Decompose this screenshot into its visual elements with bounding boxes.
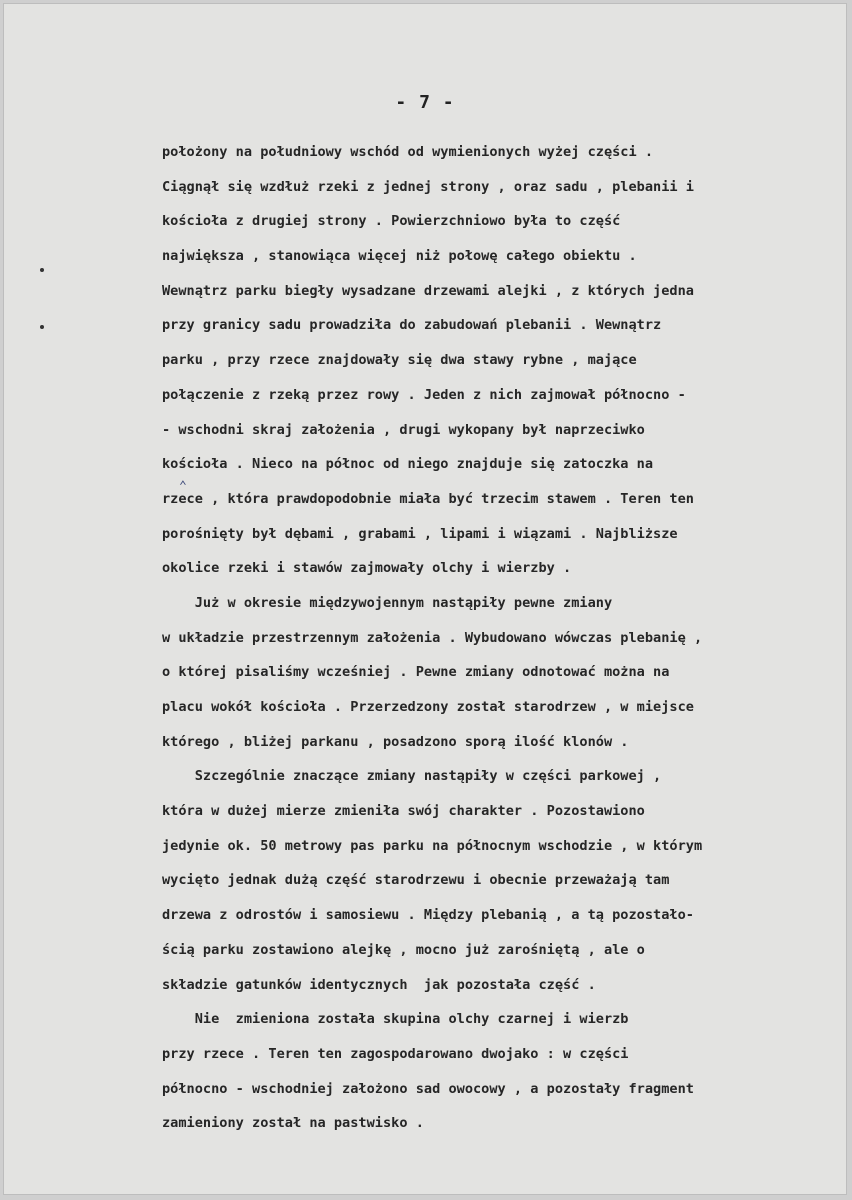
text-line: północno - wschodniej założono sad owocowy , a pozostały fragment	[162, 1080, 694, 1097]
margin-dot-mark	[40, 325, 44, 329]
text-line: ścią parku zostawiono alejkę , mocno już zarośniętą , ale o	[162, 941, 645, 958]
body-text	[162, 142, 850, 1148]
text-line: rzece , która prawdopodobnie miała być trzecim stawem . Teren ten	[162, 490, 694, 507]
pen-correction-mark: ⌃	[179, 479, 187, 494]
text-line: - wschodni skraj założenia , drugi wykopany był naprzeciwko	[162, 421, 645, 438]
text-line: w układzie przestrzennym założenia . Wybudowano wówczas plebanię ,	[162, 629, 703, 646]
text-line: okolice rzeki i stawów zajmowały olchy i wierzby .	[162, 560, 572, 577]
text-line: parku , przy rzece znajdowały się dwa stawy rybne , mające	[162, 352, 637, 369]
text-line: połączenie z rzeką przez rowy . Jeden z nich zajmował północno -	[162, 386, 686, 403]
text-line: jedynie ok. 50 metrowy pas parku na północnym wschodzie , w którym	[162, 837, 703, 854]
page-number: - 7 -	[395, 92, 455, 113]
text-line: przy granicy sadu prowadziła do zabudowań plebanii . Wewnątrz	[162, 317, 662, 334]
text-line: porośnięty był dębami , grabami , lipami i wiązami . Najbliższe	[162, 525, 678, 542]
text-line: zamieniony został na pastwisko .	[162, 1115, 424, 1132]
text-line: Nie zmieniona została skupina olchy czarnej i wierzb	[162, 1011, 629, 1028]
text-line: kościoła z drugiej strony . Powierzchniowo była to część	[162, 213, 621, 230]
text-line: którego , bliżej parkanu , posadzono sporą ilość klonów .	[162, 733, 629, 750]
text-line: kościoła . Nieco na północ od niego znajduje się zatoczka na	[162, 456, 654, 473]
text-line: przy rzece . Teren ten zagospodarowano dwojako : w części	[162, 1045, 629, 1062]
text-line: drzewa z odrostów i samosiewu . Między plebanią , a tą pozostało-	[162, 907, 694, 924]
document-page	[3, 3, 847, 1195]
text-line: Szczególnie znaczące zmiany nastąpiły w części parkowej ,	[162, 768, 662, 785]
text-line: składzie gatunków identycznych jak pozostała część .	[162, 976, 596, 993]
text-line: Wewnątrz parku biegły wysadzane drzewami alejki , z których jedna	[162, 282, 694, 299]
text-line: o której pisaliśmy wcześniej . Pewne zmiany odnotować można na	[162, 664, 670, 681]
margin-dot-mark	[40, 268, 44, 272]
text-line: która w dużej mierze zmieniła swój charakter . Pozostawiono	[162, 803, 645, 820]
text-line: położony na południowy wschód od wymienionych wyżej części .	[162, 144, 654, 160]
text-line: Ciągnął się wzdłuż rzeki z jednej strony , oraz sadu , plebanii i	[162, 178, 694, 195]
text-line: wycięto jednak dużą część starodrzewu i obecnie przeważają tam	[162, 872, 670, 889]
text-line: największa , stanowiąca więcej niż połowę całego obiektu .	[162, 248, 637, 265]
text-line: Już w okresie międzywojennym nastąpiły pewne zmiany	[162, 594, 613, 611]
text-line: placu wokół kościoła . Przerzedzony został starodrzew , w miejsce	[162, 699, 694, 715]
